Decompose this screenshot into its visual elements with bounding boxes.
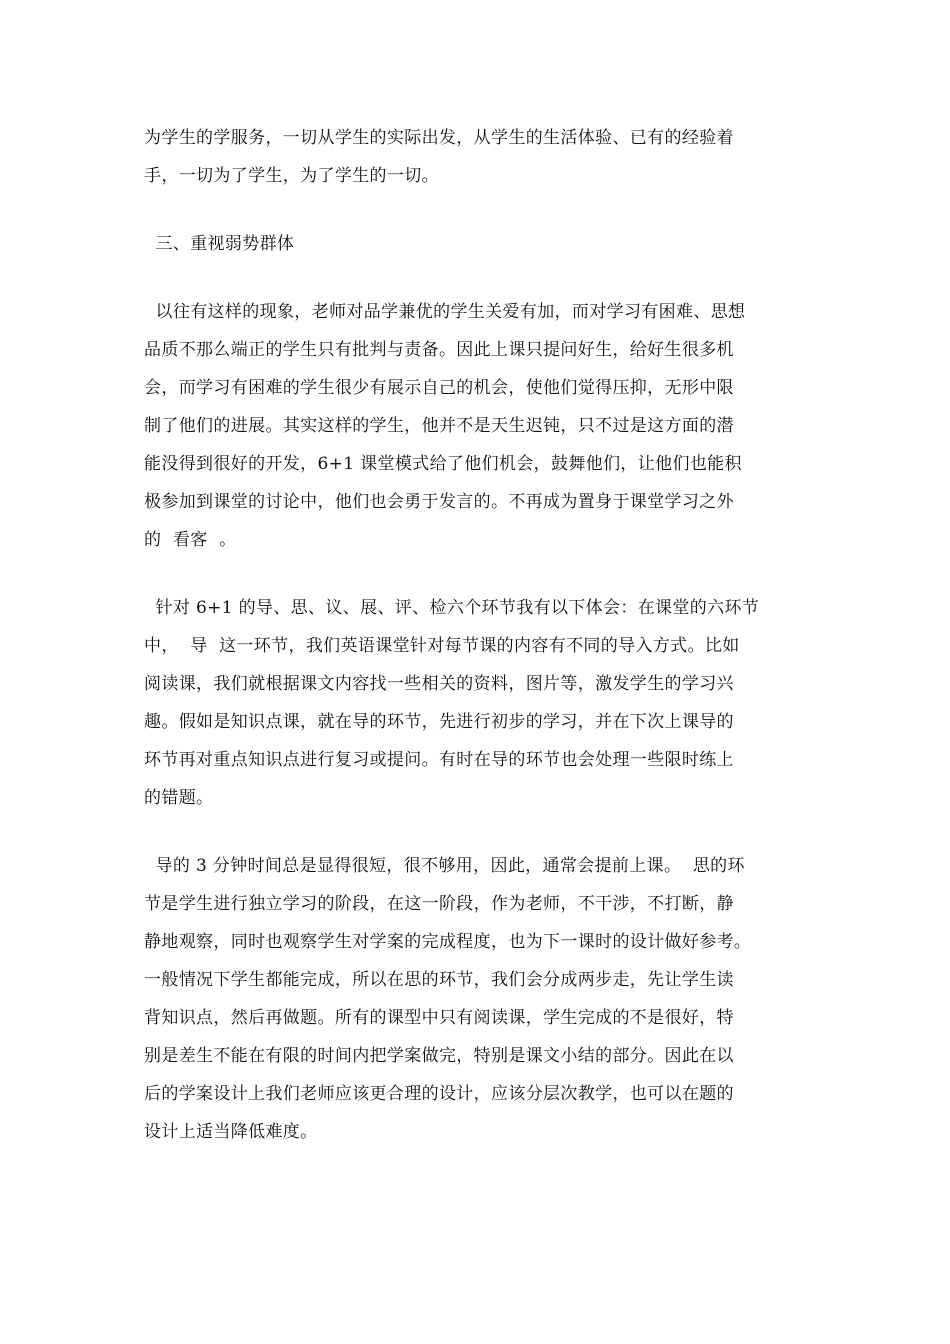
text-line: 趣。假如是知识点课，就在导的环节，先进行初步的学习，并在下次上课导的 <box>144 712 734 732</box>
text-line: 阅读课，我们就根据课文内容找一些相关的资料，图片等，激发学生的学习兴 <box>144 674 734 694</box>
text-line: 的错题。 <box>144 788 214 808</box>
text-line: 静地观察，同时也观察学生对学案的完成程度，也为下一课时的设计做好参考。 <box>144 932 752 952</box>
text-line: 别是差生不能在有限的时间内把学案做完，特别是课文小结的部分。因此在以 <box>144 1046 734 1066</box>
text-line: 设计上适当降低难度。 <box>144 1122 318 1142</box>
text-line: 后的学案设计上我们老师应该更合理的设计，应该分层次教学，也可以在题的 <box>144 1084 734 1104</box>
text-line: 中， 导 这一环节，我们英语课堂针对每节课的内容有不同的导入方式。比如 <box>144 636 740 656</box>
text-line: 极参加到课堂的讨论中，他们也会勇于发言的。不再成为置身于课堂学习之外 <box>144 492 734 512</box>
text-line: 节是学生进行独立学习的阶段，在这一阶段，作为老师，不干涉，不打断，静 <box>144 894 734 914</box>
section-heading: 三、重视弱势群体 <box>144 234 295 254</box>
text-line: 品质不那么端正的学生只有批判与责备。因此上课只提问好生，给好生很多机 <box>144 340 734 360</box>
text-line: 能没得到很好的开发，6+1 课堂模式给了他们机会，鼓舞他们，让他们也能积 <box>144 454 742 474</box>
text-line: 的 看客 。 <box>144 530 237 550</box>
text-line: 一般情况下学生都能完成，所以在思的环节，我们会分成两步走，先让学生读 <box>144 970 734 990</box>
text-line: 手，一切为了学生，为了学生的一切。 <box>144 166 439 186</box>
text-line: 以往有这样的现象，老师对品学兼优的学生关爱有加，而对学习有困难、思想 <box>144 302 746 322</box>
text-line: 为学生的学服务，一切从学生的实际出发，从学生的生活体验、已有的经验着 <box>144 128 734 148</box>
text-line: 针对 6+1 的导、思、议、展、评、检六个环节我有以下体会：在课堂的六环节 <box>144 598 760 618</box>
text-line: 会，而学习有困难的学生很少有展示自己的机会，使他们觉得压抑，无形中限 <box>144 378 734 398</box>
text-line: 制了他们的进展。其实这样的学生，他并不是天生迟钝，只不过是这方面的潜 <box>144 416 734 436</box>
text-line: 导的 3 分钟时间总是显得很短，很不够用，因此，通常会提前上课。 思的环 <box>144 856 745 876</box>
text-line: 环节再对重点知识点进行复习或提问。有时在导的环节也会处理一些限时练上 <box>144 750 734 770</box>
text-line: 背知识点，然后再做题。所有的课型中只有阅读课，学生完成的不是很好，特 <box>144 1008 734 1028</box>
